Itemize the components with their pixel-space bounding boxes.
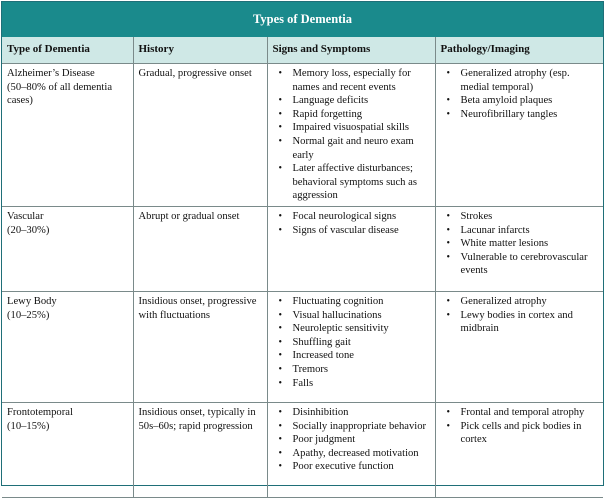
type-prevalence: (50–80% of all dementia cases) <box>7 81 113 107</box>
header-signs: Signs and Symptoms <box>267 37 435 64</box>
table-row <box>2 291 603 402</box>
list-item: • Strokes <box>461 210 600 224</box>
list-item: • Poor executive function <box>293 460 431 474</box>
history-cell: Insidious onset, typically in 50s–60s; rapid progression <box>133 402 267 497</box>
list-item: • Generalized atrophy <box>461 295 600 309</box>
list-item: • Shuffling gait <box>293 336 431 350</box>
signs-cell <box>267 206 435 291</box>
pathology-cell <box>435 291 603 402</box>
list-item: • Tremors <box>293 363 431 377</box>
type-cell <box>2 291 133 402</box>
signs-cell <box>267 291 435 402</box>
table-row <box>2 402 603 497</box>
list-item: • Frontal and temporal atrophy <box>461 406 600 420</box>
list-item: • Impaired visuospatial skills <box>293 121 431 135</box>
list-item: • Signs of vascular disease <box>293 224 431 238</box>
list-item: • Poor judgment <box>293 433 431 447</box>
pathology-cell <box>435 206 603 291</box>
list-item: • White matter lesions <box>461 237 600 251</box>
type-cell <box>2 206 133 291</box>
header-pathology: Pathology/Imaging <box>435 37 603 64</box>
pathology-cell <box>435 402 603 497</box>
list-item: • Later affective disturbances; behavioral symptoms such as aggression <box>293 162 431 203</box>
list-item: • Neuroleptic sensitivity <box>293 322 431 336</box>
list-item: • Fluctuating cognition <box>293 295 431 309</box>
list-item: • Neurofibrillary tangles <box>461 108 600 122</box>
signs-cell <box>267 64 435 207</box>
list-item: • Memory loss, especially for names and recent events <box>293 67 431 94</box>
history-cell: Insidious onset, progressive with fluctuations <box>133 291 267 402</box>
list-item: • Disinhibition <box>293 406 431 420</box>
list-item: • Focal neurological signs <box>293 210 431 224</box>
type-name: Vascular <box>7 210 44 222</box>
list-item: • Apathy, decreased motivation <box>293 447 431 461</box>
list-item: • Pick cells and pick bodies in cortex <box>461 420 600 447</box>
header-history: History <box>133 37 267 64</box>
type-prevalence: (10–25%) <box>7 309 50 321</box>
header-type: Type of Dementia <box>2 37 133 64</box>
list-item: • Falls <box>293 377 431 391</box>
list-item: • Socially inappropriate behavior <box>293 420 431 434</box>
dementia-table-figure <box>1 1 604 486</box>
type-name: Lewy Body <box>7 295 57 307</box>
header-row <box>2 37 603 64</box>
dementia-table <box>2 37 603 498</box>
list-item: • Language deficits <box>293 94 431 108</box>
list-item: • Beta amyloid plaques <box>461 94 600 108</box>
table-title: Types of Dementia <box>2 2 603 37</box>
type-cell <box>2 64 133 207</box>
signs-cell <box>267 402 435 497</box>
list-item: • Lacunar infarcts <box>461 224 600 238</box>
type-cell <box>2 402 133 497</box>
history-cell: Abrupt or gradual onset <box>133 206 267 291</box>
type-name: Alzheimer’s Disease <box>7 68 95 79</box>
list-item: • Rapid forgetting <box>293 108 431 122</box>
type-name: Frontotemporal <box>7 406 73 418</box>
list-item: • Visual hallucinations <box>293 309 431 323</box>
list-item: • Normal gait and neuro exam early <box>293 135 431 162</box>
type-prevalence: (10–15%) <box>7 420 50 432</box>
table-row <box>2 206 603 291</box>
list-item: • Vulnerable to cerebrovascular events <box>461 251 600 278</box>
history-cell: Gradual, progressive onset <box>133 64 267 207</box>
list-item: • Generalized atrophy (esp. medial temporal) <box>461 67 600 94</box>
pathology-cell <box>435 64 603 207</box>
type-prevalence: (20–30%) <box>7 224 50 236</box>
table-row <box>2 64 603 207</box>
list-item: • Increased tone <box>293 349 431 363</box>
list-item: • Lewy bodies in cortex and midbrain <box>461 309 600 336</box>
